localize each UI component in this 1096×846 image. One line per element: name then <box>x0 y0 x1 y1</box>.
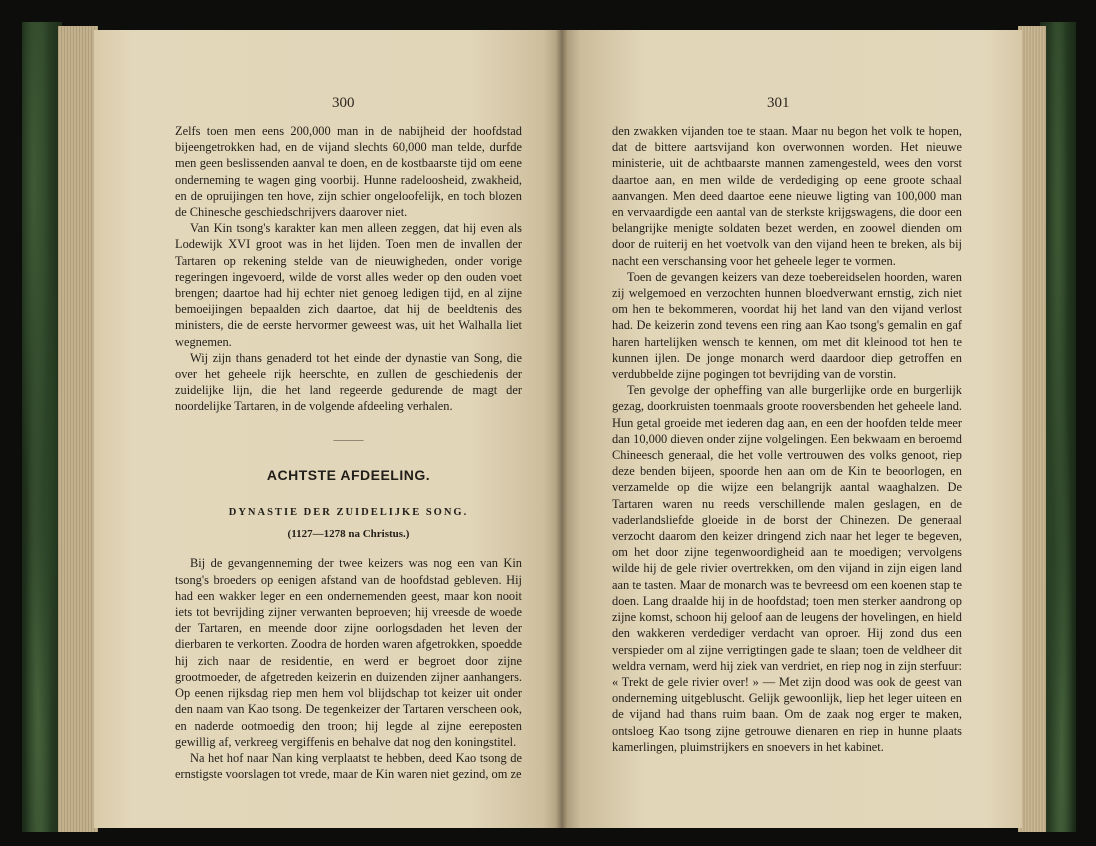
left-text-column <box>175 123 522 782</box>
paragraph: den zwakken vijanden toe te staan. Maar nu begon het volk te hopen, dat de bittere aartsvijand kon overwonnen worden. Het nieuwe ministerie, uit de achtbaarste mannen zamengesteld, wees den vorst daartoe aan, en men wilde de verdediging op eene groote schaal aanvangen. Men deed daartoe eene nieuwe ligting van 100,000 man en vervaardigde een aantal van de sterkste krijgswagens, die door een belangrijke menigte soldaten bezet werden, en zoowel dienden om door de ruiterij en het voetvolk van den vijand heen te breken, als bij nacht een verschansing voor het geheele leger te vormen. <box>612 124 962 268</box>
right-page-number: 301 <box>767 95 790 111</box>
section-ornament: ——— <box>333 434 364 446</box>
paragraph: Bij de gevangenneming der twee keizers was nog een van Kin tsong's broeders op eenigen afstand van de hoofdstad gebleven. Hij had een wakker leger en een ondernemenden geest, maar kon nooit iets tot bevrijding zijner verwanten beproeven; hij vreesde de woede der Tartaren, en meende door zijne oorlogsdaden het leven der dierbaren te verkorten. Zoodra de horden waren afgetrokken, spoedde hij zich naar de residentie, en werd er begroet door zijne grootmoeder, de afgetreden keizerin en duizenden zijner aanhangers. Op eenen rijksdag riep men hem vol blijdschap tot keizer uit onder den naam van Kao tsong. De tegenkeizer der Tartaren verscheen ook, en naderde ootmoedig den troon; hij legde al zijne eereposten gewillig af, verkreeg vergiffenis en behalve dat nog den koningstitel. <box>175 556 522 749</box>
right-text-column <box>612 123 962 755</box>
book-gutter <box>556 30 568 828</box>
dynasty-heading: DYNASTIE DER ZUIDELIJKE SONG. <box>228 507 469 519</box>
paragraph: Na het hof naar Nan king verplaatst te hebben, deed Kao tsong de ernstigste voorslagen tot vrede, maar de Kin waren niet gezind, om ze <box>175 750 522 782</box>
paragraph: Van Kin tsong's karakter kan men alleen zeggen, dat hij even als Lodewijk XVI groot was in het lijden. Toen men de invallen der Tartaren op rekening stelde van de nieuwigheden, onder vorige regeringen ingevoerd, wilde de vorst alles weder op den ouden voet brengen; daartoe had hij echter niet genoeg ledigen tijd, en al zijne bemoeijingen bepaalden zich daartoe, dat hij de beeldtenis des ministers, die de eerste hervormer geweest was, uit het Walhalla liet wegnemen. <box>175 221 522 349</box>
paragraph: Ten gevolge der opheffing van alle burgerlijke orde en burgerlijk gezag, doorkruisten toenmaals groote rooversbenden het geheele land. Hun getal groeide met iederen dag aan, en een der hoofden telde meer dan 10,000 dieven onder zijne volgelingen. Een bekwaam en beroemd Chineesch generaal, die het volle vertrouwen des volks genoot, riep deze benden bijeen, spoorde hen aan om de Kin te beoorlogen, en verzamelde op die wijze een belangrijk aantal waaghalzen. De Tartaren waren nu reeds verschillende malen geslagen, en de vaderlandsliefde gloeide in de borst der Chinezen. De generaal verzocht daarom den keizer dringend zich naar het leger te begeven, om het door zijne tegenwoordigheid aan te moedigen; vervolgens wilde hij de gele rivier overtrekken, om den vijand in zijn eigen land aan te tasten. Maar de monarch was te bevreesd om een koenen stap te doen. Lang draalde hij in de hoofdstad; toen men sterker aandrong op zijne komst, schoon hij geloof aan de leugens der hovelingen, en hield den wakkeren verdediger verdacht van oproer. Hij zond dus een verspieder om al zijne verrigtingen gade te slaan; toen de veldheer dit weldra vernam, werd hij ziek van verdriet, en riep nog in zijn sterfuur: « Trekt de gele rivier over! » — Met zijn dood was ook de geest van onderneming uitgebluscht. Gelijk gewoonlijk, liep het leger uiteen en de vijand had thans ruim baan. Om de zaak nog erger te maken, ontsloeg Kao tsong zijne getrouwe dienaren en riep in hunne plaats kamerlingen, pluimstrijkers en snoevers in het kabinet. <box>612 383 962 754</box>
left-page-edges <box>58 26 98 832</box>
dynasty-dates: (1127—1278 na Christus.) <box>287 528 410 541</box>
left-marbled-board <box>22 22 62 832</box>
paragraph: Wij zijn thans genaderd tot het einde der dynastie van Song, die over het geheele rijk heerschte, en zullen de geschiedenis der zuidelijke lijn, die het land regeerde gedurende de magt der noordelijke Tartaren, in de volgende afdeeling verhalen. <box>175 350 522 414</box>
right-page-edges <box>1018 26 1046 832</box>
section-title: ACHTSTE AFDEELING. <box>266 466 431 483</box>
paragraph: Toen de gevangen keizers van deze toebereidselen hoorden, waren zij welgemoed en verzochten hunnen bloedverwant ernstig, zich niet om hen te bekommeren, voordat hij het land van den vijand verlost had. De keizerin zond tevens een ring aan Kao tsong's gemalin en gaf haren hartelijken wensch te kennen, om met dit kleinood tot hen te kunnen ijlen. De jonge monarch werd daardoor diep getroffen en verdubbelde zijne pogingen tot bevrijding van de vorstin. <box>612 269 962 382</box>
left-page-number: 300 <box>332 95 355 111</box>
paragraph: Zelfs toen men eens 200,000 man in de nabijheid der hoofdstad bijeengetrokken had, en de vijand slechts 60,000 man telde, durfde men geen beslissenden aanval te doen, en de kostbaarste tijd om eene onderneming te wagen ging voorbij. Hunne radeloosheid, zwakheid, en de opruijingen ten hove, zijn schier ongeloofelijk, en toch blozen de Chinesche geschiedschrijvers daarover niet. <box>175 124 522 220</box>
